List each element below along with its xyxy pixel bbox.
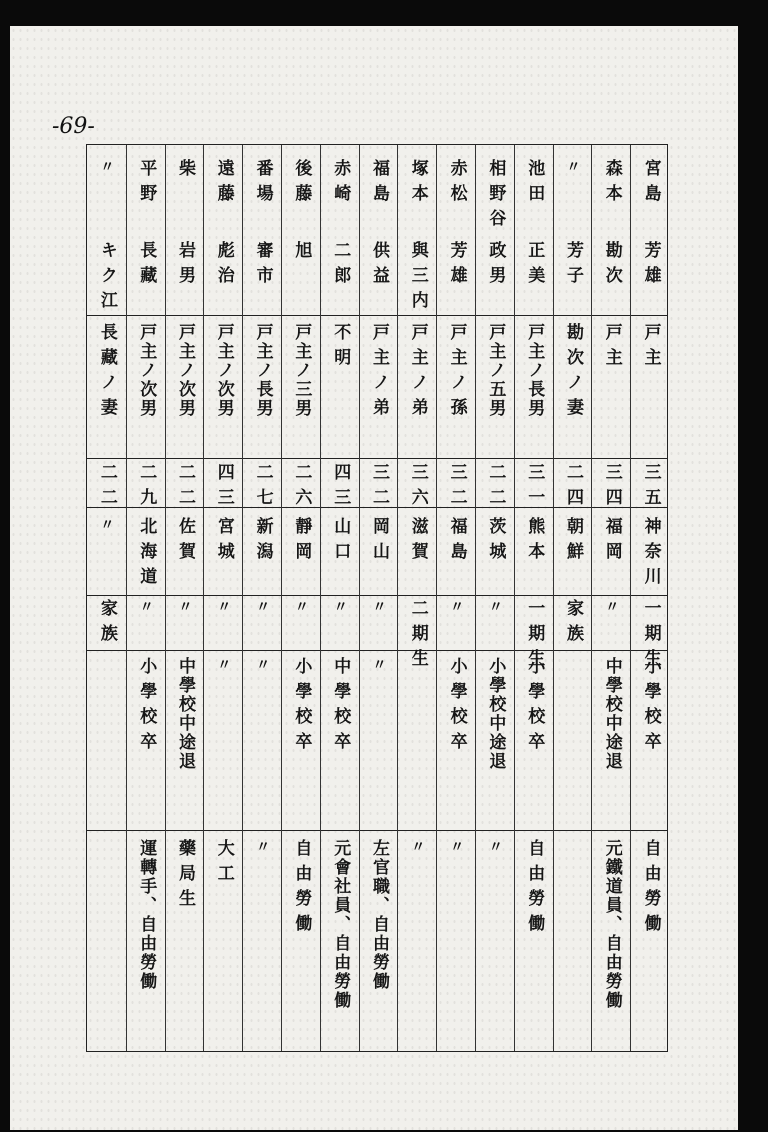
- cell-given: 長藏: [136, 241, 157, 291]
- cell-occupation: 藥局生: [174, 839, 195, 914]
- cell-education: 小學校卒: [291, 657, 312, 757]
- cell-age: 三二: [368, 463, 389, 513]
- cell-relation: 戸主ノ弟: [368, 323, 389, 423]
- cell-relation: 戸主ノ弟: [407, 323, 428, 423]
- register-column: [630, 145, 669, 1051]
- cell-class: 〃: [176, 599, 193, 613]
- cell-name: 遠藤: [213, 159, 234, 209]
- register-column: [591, 145, 630, 1051]
- cell-name: 〃: [564, 159, 581, 173]
- cell-class: 〃: [292, 599, 309, 613]
- register-column: [436, 145, 475, 1051]
- cell-class: 〃: [448, 599, 465, 613]
- cell-name: 柴: [174, 159, 195, 184]
- cell-given: 勘次: [601, 241, 622, 291]
- register-column: [165, 145, 204, 1051]
- cell-education: 中學校中途退: [601, 657, 622, 771]
- cell-birthplace: 北海道: [136, 517, 157, 592]
- cell-age: 二二: [485, 463, 506, 513]
- cell-birthplace: 山口: [330, 517, 351, 567]
- cell-birthplace: 靜岡: [291, 517, 312, 567]
- cell-name: 池田: [524, 159, 545, 209]
- cell-occupation: 〃: [254, 839, 271, 853]
- register-column: [126, 145, 165, 1051]
- cell-class: 一期生: [640, 599, 661, 674]
- cell-education: 小學校中途退: [485, 657, 506, 771]
- cell-name: 番場: [252, 159, 273, 209]
- cell-class: 〃: [254, 599, 271, 613]
- cell-education: 小學校卒: [446, 657, 467, 757]
- cell-age: 三一: [524, 463, 545, 513]
- cell-occupation: 大工: [213, 839, 234, 889]
- cell-given: キク江: [96, 241, 117, 316]
- cell-name: 赤崎: [330, 159, 351, 209]
- cell-relation: 戸主ノ五男: [485, 323, 506, 418]
- cell-name: 塚本: [407, 159, 428, 209]
- cell-occupation: 運轉手、自由勞働: [136, 839, 157, 991]
- cell-occupation: 元鐵道員、自由勞働: [601, 839, 622, 1010]
- cell-occupation: 自由勞働: [524, 839, 545, 939]
- cell-birthplace: 福岡: [601, 517, 622, 567]
- cell-name: 後藤: [291, 159, 312, 209]
- cell-given: 正美: [524, 241, 545, 291]
- register-column: [514, 145, 553, 1051]
- cell-age: 三二: [446, 463, 467, 513]
- cell-birthplace: 熊本: [524, 517, 545, 567]
- cell-relation: 長藏ノ妻: [96, 323, 117, 423]
- cell-age: 三四: [601, 463, 622, 513]
- cell-class: 〃: [137, 599, 154, 613]
- cell-class: 〃: [370, 599, 387, 613]
- register-column: [281, 145, 320, 1051]
- cell-given: 供益: [368, 241, 389, 291]
- cell-name: 赤松: [446, 159, 467, 209]
- cell-education: 〃: [215, 657, 232, 671]
- cell-name: 森本: [601, 159, 622, 209]
- cell-occupation: 〃: [409, 839, 426, 853]
- cell-relation: 不明: [330, 323, 351, 373]
- cell-given: 與三内: [407, 241, 428, 316]
- cell-age: 三六: [407, 463, 428, 513]
- register-column: [359, 145, 398, 1051]
- cell-birthplace: 茨城: [485, 517, 506, 567]
- cell-given: 芳雄: [640, 241, 661, 291]
- cell-education: 小學校卒: [640, 657, 661, 757]
- cell-given: 二郎: [330, 241, 351, 291]
- cell-class: 二期生: [407, 599, 428, 674]
- cell-name: 宮島: [640, 159, 661, 209]
- cell-class: 家族: [562, 599, 583, 649]
- cell-relation: 戸主: [640, 323, 661, 373]
- cell-birthplace: 〃: [98, 517, 115, 531]
- cell-relation: 戸主: [601, 323, 622, 373]
- cell-education: 中學校卒: [330, 657, 351, 757]
- document-page: [10, 26, 738, 1130]
- cell-given: 芳雄: [446, 241, 467, 291]
- cell-given: 旭: [291, 241, 312, 266]
- cell-education: 小學校卒: [136, 657, 157, 757]
- register-column: [203, 145, 242, 1051]
- cell-given: 審市: [252, 241, 273, 291]
- page-number: -69-: [52, 114, 95, 139]
- cell-birthplace: 新潟: [252, 517, 273, 567]
- cell-occupation: 元會社員、自由勞働: [330, 839, 351, 1010]
- cell-age: 二四: [562, 463, 583, 513]
- cell-birthplace: 岡山: [368, 517, 389, 567]
- cell-age: 三五: [640, 463, 661, 513]
- register-column: [242, 145, 281, 1051]
- cell-relation: 勘次ノ妻: [562, 323, 583, 423]
- cell-relation: 戸主ノ次男: [136, 323, 157, 418]
- cell-class: 家族: [96, 599, 117, 649]
- cell-education: 〃: [254, 657, 271, 671]
- cell-age: 二二: [174, 463, 195, 513]
- cell-relation: 戸主ノ孫: [446, 323, 467, 423]
- cell-relation: 戸主ノ長男: [252, 323, 273, 418]
- cell-name: 福島: [368, 159, 389, 209]
- cell-occupation: 〃: [448, 839, 465, 853]
- cell-given: 政男: [485, 241, 506, 291]
- cell-given: 芳子: [562, 241, 583, 291]
- cell-relation: 戸主ノ次男: [174, 323, 195, 418]
- cell-education: 中學校中途退: [174, 657, 195, 771]
- cell-age: 二二: [96, 463, 117, 513]
- register-column: [553, 145, 592, 1051]
- cell-name: 相野谷: [485, 159, 506, 234]
- cell-given: 彪治: [213, 241, 234, 291]
- cell-name: 〃: [98, 159, 115, 173]
- cell-name: 平野: [136, 159, 157, 209]
- cell-occupation: 〃: [486, 839, 503, 853]
- register-column: [87, 145, 126, 1051]
- cell-birthplace: 滋賀: [407, 517, 428, 567]
- cell-age: 二九: [136, 463, 157, 513]
- cell-education: 〃: [370, 657, 387, 671]
- cell-birthplace: 福島: [446, 517, 467, 567]
- cell-occupation: 自由勞働: [291, 839, 312, 939]
- cell-relation: 戸主ノ三男: [291, 323, 312, 418]
- register-table: [86, 144, 668, 1052]
- register-column: [320, 145, 359, 1051]
- cell-age: 二六: [291, 463, 312, 513]
- cell-age: 四三: [330, 463, 351, 513]
- cell-class: 〃: [215, 599, 232, 613]
- cell-education: 小學校卒: [524, 657, 545, 757]
- register-column: [397, 145, 436, 1051]
- cell-relation: 戸主ノ長男: [524, 323, 545, 418]
- cell-age: 二七: [252, 463, 273, 513]
- cell-class: 〃: [331, 599, 348, 613]
- cell-birthplace: 佐賀: [174, 517, 195, 567]
- cell-age: 四三: [213, 463, 234, 513]
- cell-birthplace: 朝鮮: [562, 517, 583, 567]
- cell-occupation: 自由勞働: [640, 839, 661, 939]
- cell-class: 〃: [603, 599, 620, 613]
- cell-class: 一期生: [524, 599, 545, 674]
- cell-birthplace: 宮城: [213, 517, 234, 567]
- cell-occupation: 左官職、自由勞働: [368, 839, 389, 991]
- cell-relation: 戸主ノ次男: [213, 323, 234, 418]
- cell-given: 岩男: [174, 241, 195, 291]
- cell-class: 〃: [486, 599, 503, 613]
- cell-birthplace: 神奈川: [640, 517, 661, 592]
- register-column: [475, 145, 514, 1051]
